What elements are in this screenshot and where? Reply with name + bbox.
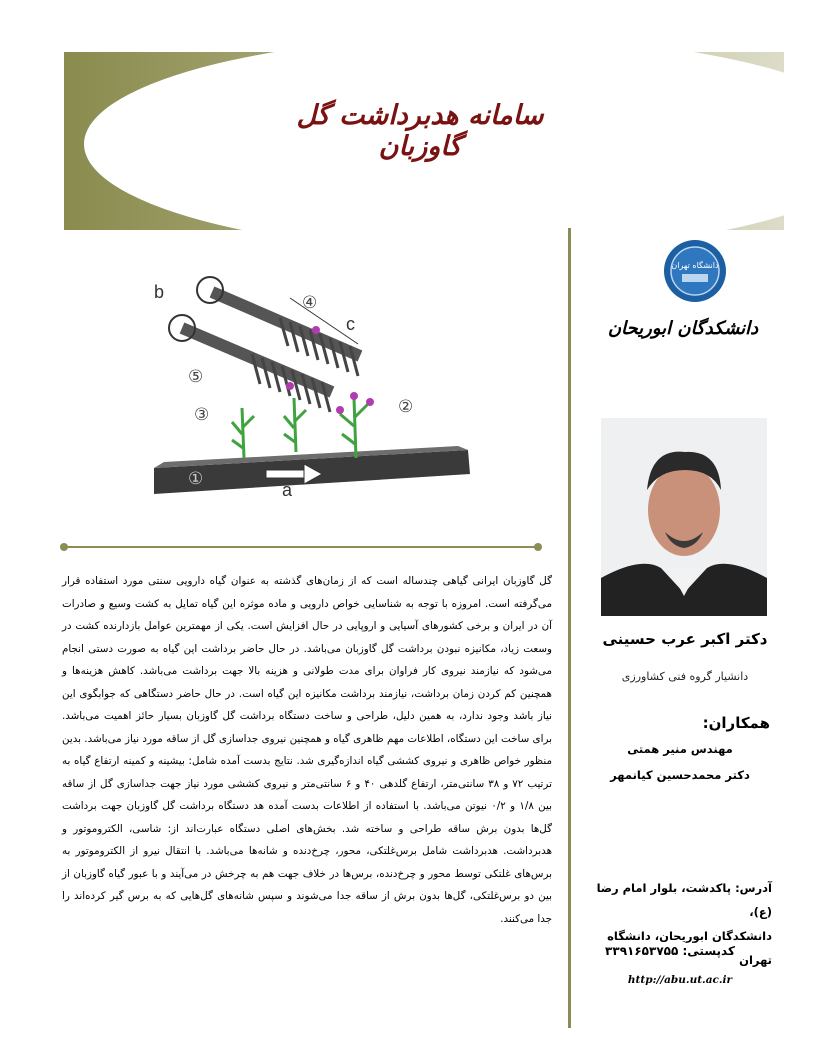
abstract-text: گل گاوزبان ایرانی گیاهی چندساله است که از زمان‌های گذشته به عنوان گیاه دارویی سنتی مورد استفاده قرار می‌گرفته است. امروزه با توجه به شناسایی خواص دارویی و ماده موثره این گیاه تمایل به کشت وسیع و صادرات آن در ایران و برخی کشورهای آسیایی و اروپایی در حال افزایش است. یکی از مهمترین عوامل بازدارنده کشت در وسعت زیاد، مکانیزه نبودن برداشت گل گاوزبان می‌باشد. در حال حاضر برداشت این گیاه به صورت دستی انجام می‌شود که نیازمند نیروی کار فراوان برای مدت طولانی و هزینه بالا جهت برداشت‌ می‌باشد. کاهش هزینه‌ها و همچنین کم کردن زمان برداشت، نیازمند برداشت مکانیزه این گیاه است. در حال حاضر دستگاهی که جوابگوی این نیاز باشد وجود ندارد، به همین دلیل، طراحی و ساخت دستگاه برداشت گل گاوزبان بسیار حائز اهمیت می‌باشد. برای ساخت این دستگاه، اطلاعات مهم ظاهری گیاه و همچنین نیروی جداسازی گل از ساقه مورد نیاز می‌باشد. بدین منظور خواص ظاهری و نیروی کششی گیاه اندازه‌گیری شد. نتایج بدست آمده شامل: بیشینه و کمینه ارتفاع گیاه به ترتیب ۷۲ و ۳۸ سانتی‌متر، ارتفاع گلدهی ۴۰ و ۶ سانتی‌متر و نیروی کششی مورد نیاز جهت جداسازی گل از ساقه بین ۱/۸ و ۰/۲ نیوتن می‌باشد. با استفاده از اطلاعات بدست آمده هد دستگاه برداشت گل گاوزبان جهت برداشت گل‌ها بدون برش ساقه طراحی و ساخته شد. بخش‌های اصلی دستگاه عبارت‌اند از: شاسی، الکتروموتور و هدبرداشت. هدبرداشت شامل برس‌غلتکی، محور، چرخ‌دنده و شانه‌ها می‌باشد. با انتقال نیرو از الکتروموتور به برس‌های غلتکی توسط محور و چرخ‌دنده، برس‌ها در خلاف جهت هم به چرخش در می‌آیند و با عبور گیاه گاوزبان از بین دو برس‌غلتکی، گل‌ها بدون برش از ساقه جدا می‌شوند و سپس شانه‌های گل‌هایی که به برس گیر کرده‌اند را جدا می‌کنند. — [62, 575, 552, 925]
postal-value: ۳۳۹۱۶۵۳۷۵۵ — [605, 944, 679, 958]
collaborators-heading: همکاران: — [702, 714, 770, 732]
collaborator-1: مهندس منیر همتی — [627, 742, 733, 756]
address-label: آدرس: — [735, 881, 772, 895]
author-photo — [601, 418, 767, 616]
plant-right — [340, 398, 368, 458]
faculty-logo-text: دانشکدگان ابوریحان — [607, 318, 759, 339]
plant-middle — [284, 398, 306, 452]
address-line-2: دانشکدگان ابوریحان، دانشگاه تهران — [607, 929, 772, 967]
vertical-divider — [568, 228, 571, 1028]
page-title: سامانه هدبرداشت گل گاوزبان — [296, 100, 544, 162]
author-name: دکتر اکبر عرب حسینی — [602, 630, 768, 648]
website-link[interactable]: http://abu.ut.ac.ir — [627, 974, 733, 986]
arrow-a — [266, 470, 304, 478]
label-2: ② — [398, 397, 414, 417]
label-a: a — [282, 480, 293, 500]
postal-label: کدپستی: — [682, 944, 735, 958]
horizontal-divider — [60, 540, 542, 554]
collaborator-2: دکتر محمدحسین کیانمهر — [610, 768, 750, 782]
address-line-1: پاکدشت، بلوار امام رضا (ع)، — [596, 881, 772, 919]
label-4: ④ — [302, 293, 318, 313]
plant-left — [232, 408, 254, 458]
author-role: دانشیار گروه فنی کشاورزی — [621, 670, 749, 683]
university-emblem — [660, 238, 730, 304]
postal-code — [590, 944, 750, 958]
harvester-diagram — [140, 258, 480, 508]
label-3: ③ — [194, 405, 210, 425]
emblem-text: دانشگاه تهران — [671, 261, 719, 270]
label-b: b — [154, 282, 165, 302]
label-5: ⑤ — [188, 367, 204, 387]
label-1: ① — [188, 469, 204, 489]
label-c: c — [346, 314, 355, 334]
